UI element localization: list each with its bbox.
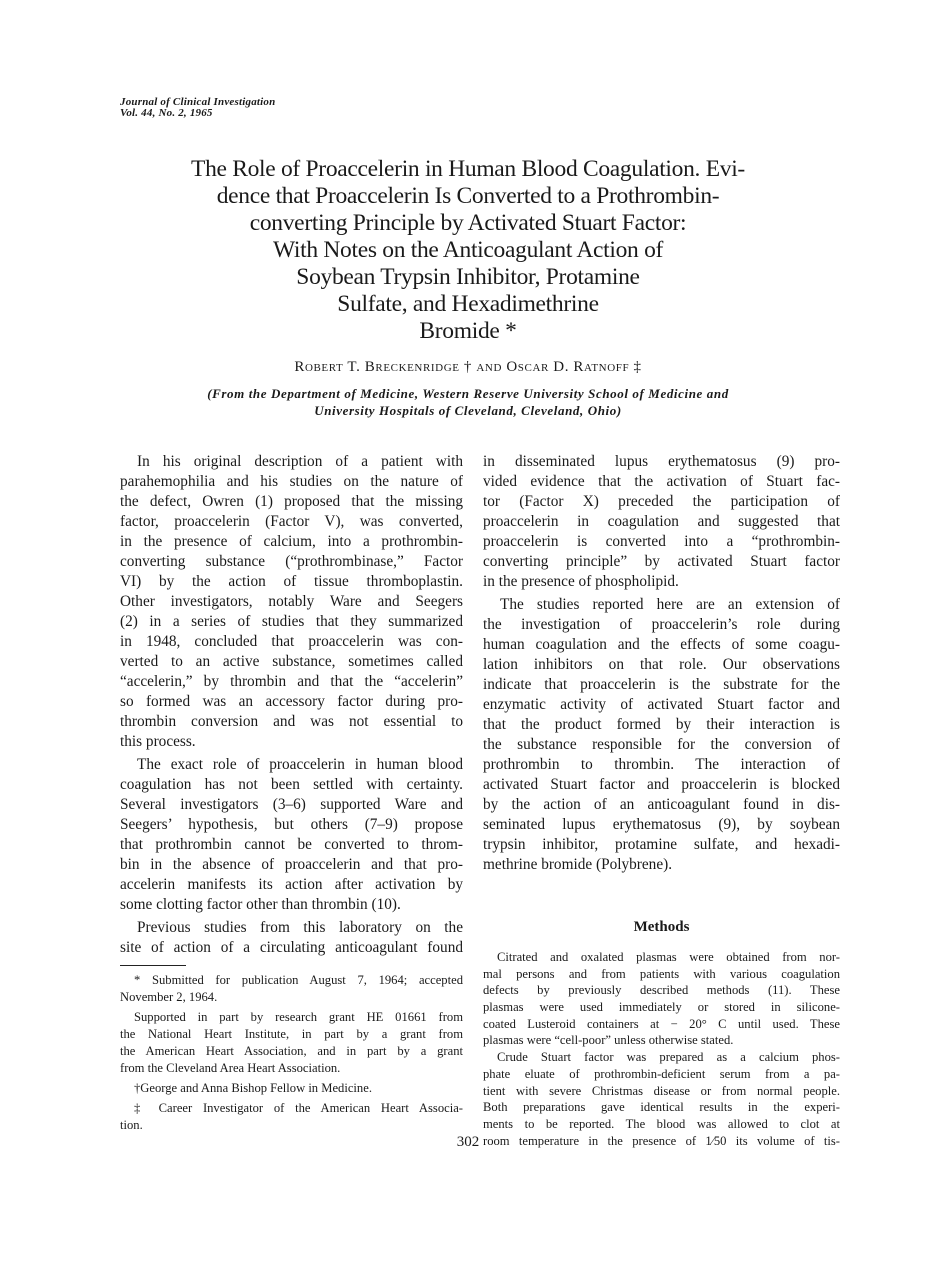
text-line: the substance responsible for the conversion of bbox=[483, 736, 840, 753]
text-line: Other investigators, notably Ware and Seegers bbox=[120, 593, 463, 610]
text-line: defects by previously described methods (11). These bbox=[483, 983, 840, 998]
journal-header bbox=[120, 97, 275, 119]
text-line: the investigation of proaccelerin’s role during bbox=[483, 616, 840, 633]
text-line: in the presence of phospholipid. bbox=[483, 573, 679, 590]
text-line: Seegers’ hypothesis, but others (7–9) propose bbox=[120, 816, 463, 833]
text-line: this process. bbox=[120, 733, 196, 750]
text-line: human coagulation and the effects of some coagu- bbox=[483, 636, 840, 653]
text-line: trypsin inhibitor, protamine sulfate, and hexadi- bbox=[483, 836, 840, 853]
footnote-divider bbox=[120, 965, 186, 966]
text-line: indicate that proaccelerin is the substrate for the bbox=[483, 676, 840, 693]
affiliation-line: University Hospitals of Cleveland, Cleveland, Ohio) bbox=[314, 403, 622, 418]
right-column-body bbox=[483, 452, 840, 875]
text-line: bin in the absence of proaccelerin and that pro- bbox=[120, 856, 463, 873]
text-line: VI) by the action of tissue thromboplastin. bbox=[120, 573, 463, 590]
title-line: Soybean Trypsin Inhibitor, Protamine bbox=[296, 264, 640, 290]
title-line: converting Principle by Activated Stuart Factor: bbox=[249, 210, 687, 236]
text-line: vided evidence that the activation of Stuart fac- bbox=[483, 473, 840, 490]
journal-volume: Vol. 44, No. 2, 1965 bbox=[120, 107, 213, 119]
methods-section bbox=[483, 949, 840, 1149]
text-line: activated Stuart factor and proaccelerin is blocked bbox=[483, 776, 840, 793]
title-line: The Role of Proaccelerin in Human Blood Coagulation. Evi- bbox=[191, 156, 745, 182]
authors: Robert T. Breckenridge † and Oscar D. Ratnoff ‡ bbox=[294, 359, 642, 375]
text-line: so formed was an accessory factor during pro- bbox=[120, 693, 463, 710]
text-line: the defect, Owren (1) proposed that the missing bbox=[120, 493, 463, 510]
left-column bbox=[120, 452, 463, 1137]
text-line: plasmas were “cell-poor” unless otherwise stated. bbox=[483, 1033, 734, 1048]
right-column bbox=[483, 452, 840, 1149]
title-line: Sulfate, and Hexadimethrine bbox=[337, 291, 599, 317]
text-line: proaccelerin in coagulation and suggested that bbox=[483, 513, 840, 530]
text-line: coagulation has not been settled with certainty. bbox=[120, 776, 463, 793]
footnote bbox=[120, 972, 463, 1006]
text-line: seminated lupus erythematosus (9), by soybean bbox=[483, 816, 840, 833]
text-line: plasmas were used immediately or stored in silicone- bbox=[483, 1000, 840, 1015]
affiliation bbox=[150, 385, 786, 419]
paragraph bbox=[120, 918, 463, 958]
text-line: thrombin conversion and was not essential to bbox=[120, 713, 463, 730]
title-line: dence that Proaccelerin Is Converted to a Prothrombin- bbox=[216, 183, 720, 209]
text-line: converting principle” by activated Stuart factor bbox=[483, 553, 840, 570]
text-line: prothrombin to thrombin. The interaction of bbox=[483, 756, 840, 773]
text-line: parahemophilia and his studies on the nature of bbox=[120, 473, 463, 490]
title-line: Bromide * bbox=[419, 318, 517, 344]
text-line: The exact role of proaccelerin in human blood bbox=[137, 756, 463, 773]
left-column-body bbox=[120, 452, 463, 958]
text-line: enzymatic activity of activated Stuart factor and bbox=[483, 696, 840, 713]
text-line: factor, proaccelerin (Factor V), was converted, bbox=[120, 513, 463, 530]
text-line: the National Heart Institute, in part by a grant from bbox=[120, 1027, 463, 1041]
text-line: Both preparations gave identical results in the experi- bbox=[483, 1100, 840, 1115]
paragraph bbox=[120, 452, 463, 752]
text-line: †George and Anna Bishop Fellow in Medicine. bbox=[134, 1081, 372, 1095]
text-line: November 2, 1964. bbox=[120, 990, 218, 1004]
text-line: that the product formed by their interaction is bbox=[483, 716, 840, 733]
text-line: verted to an active substance, sometimes called bbox=[120, 653, 463, 670]
text-line: from the Cleveland Area Heart Association. bbox=[120, 1061, 341, 1075]
text-line: Supported in part by research grant HE 01661 from bbox=[134, 1010, 463, 1024]
paragraph bbox=[120, 755, 463, 915]
paragraph bbox=[483, 452, 840, 592]
text-line: in 1948, concluded that proaccelerin was con- bbox=[120, 633, 463, 650]
text-line: methrine bromide (Polybrene). bbox=[483, 856, 673, 873]
text-line: site of action of a circulating anticoagulant found bbox=[120, 939, 463, 956]
text-line: lation inhibitors on that role. Our observations bbox=[483, 656, 840, 673]
text-line: Citrated and oxalated plasmas were obtained from nor- bbox=[497, 950, 840, 964]
text-line: in the presence of calcium, into a prothrombin- bbox=[120, 533, 463, 550]
text-line: some clotting factor other than thrombin (10). bbox=[120, 896, 401, 913]
text-line: tient with severe Christmas disease or from normal people. bbox=[483, 1083, 840, 1098]
text-line: Several investigators (3–6) supported Ware and bbox=[120, 796, 463, 813]
paragraph bbox=[483, 595, 840, 875]
methods-paragraph bbox=[483, 949, 840, 1049]
text-line: phate eluate of prothrombin-deficient serum from a pa- bbox=[483, 1066, 840, 1081]
affiliation-line: (From the Department of Medicine, Western Reserve University School of Medicine and bbox=[207, 386, 729, 401]
text-line: Crude Stuart factor was prepared as a calcium phos- bbox=[497, 1050, 840, 1065]
text-line: ‡ Career Investigator of the American Heart Associa- bbox=[134, 1101, 463, 1115]
text-line: accelerin manifests its action after activation by bbox=[120, 876, 463, 893]
text-line: by the action of an anticoagulant found in dis- bbox=[483, 796, 840, 813]
text-line: Previous studies from this laboratory on the bbox=[137, 919, 463, 936]
journal-name: Journal of Clinical Investigation bbox=[120, 96, 276, 108]
text-line: that prothrombin cannot be converted to throm- bbox=[120, 836, 463, 853]
text-line: room temperature in the presence of 1⁄50 its volume of tis- bbox=[483, 1133, 840, 1148]
text-line: ments to be reported. The blood was allowed to clot at bbox=[483, 1116, 840, 1131]
text-line: in disseminated lupus erythematosus (9) pro- bbox=[483, 453, 840, 470]
text-line: tor (Factor X) preceded the participation of bbox=[483, 493, 840, 510]
footnotes bbox=[120, 972, 463, 1134]
text-line: converting substance (“prothrombinase,” Factor bbox=[120, 553, 463, 570]
text-line: * Submitted for publication August 7, 1964; accepted bbox=[134, 973, 463, 987]
article-title bbox=[120, 156, 816, 345]
text-line: tion. bbox=[120, 1118, 143, 1132]
text-line: the American Heart Association, and in part by a grant bbox=[120, 1044, 463, 1058]
text-line: (2) in a series of studies that they summarized bbox=[120, 613, 463, 630]
page-number: 302 bbox=[456, 1134, 480, 1150]
text-line: “accelerin,” by thrombin and that the “accelerin” bbox=[120, 673, 463, 690]
footnote bbox=[120, 1009, 463, 1077]
methods-heading: Methods bbox=[633, 919, 690, 935]
text-line: proaccelerin is converted into a “prothrombin- bbox=[483, 533, 840, 550]
text-line: In his original description of a patient with bbox=[137, 453, 463, 470]
text-line: The studies reported here are an extension of bbox=[500, 596, 840, 613]
footnote bbox=[120, 1100, 463, 1134]
footnote bbox=[120, 1080, 463, 1097]
text-line: coated Lusteroid containers at − 20° C until used. These bbox=[483, 1016, 840, 1031]
text-line: mal persons and from patients with various coagulation bbox=[483, 966, 840, 981]
title-line: With Notes on the Anticoagulant Action of bbox=[272, 237, 664, 263]
